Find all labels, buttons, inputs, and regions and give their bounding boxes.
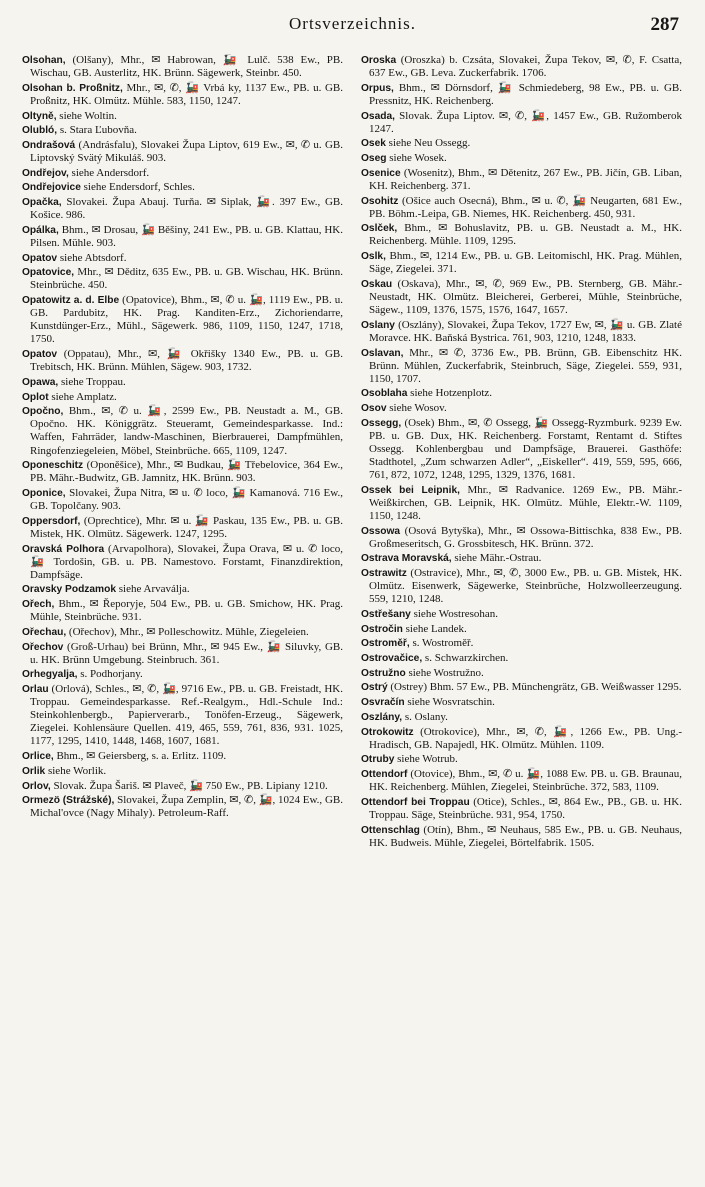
- entry-text: siehe Woltin.: [56, 109, 117, 122]
- entry-text: (Oskava), Mhr., ✉, ✆, 969 Ew., PB. Sternberg, GB. Mähr.-Neustadt, HK. Olmütz. Bleicherei, Gerberei, Mühle, Steinbrüche, Sägew., 1109, 1376, 1575, 1576, 1647, 1657.: [369, 277, 682, 317]
- entry-name: Opatovice,: [22, 267, 75, 279]
- gazetteer-entry: [22, 54, 343, 80]
- entry-name: Osek: [361, 138, 386, 150]
- entry-text: (Otrokovice), Mhr., ✉, ✆, 🚂, 1266 Ew., PB. Ung.-Hradisch, GB. Napajedl, HK. Olmütz. Mühlen. 1109.: [369, 725, 682, 751]
- right-column: [361, 54, 682, 1179]
- entry-name: Oravsky Podzamok: [22, 584, 116, 596]
- entry-name: Ostrava Moravská,: [361, 553, 452, 565]
- entry-name: Opočno,: [22, 406, 64, 418]
- entry-text: Bhm., ✉ Dörnsdorf, 🚂 Schmiedeberg, 98 Ew., PB. u. GB. Pressnitz, HK. Reichenberg.: [369, 81, 682, 107]
- entry-text: (Arvapolhora), Slovakei, Župa Orava, ✉ u. ✆ loco, 🚂 Tordošin, GB. u. PB. Namestovo. Forstamt, Finanzdirektion, Dampfsäge.: [30, 542, 343, 581]
- entry-text: siehe Worlik.: [45, 764, 107, 777]
- entry-name: Ostřešany: [361, 609, 411, 621]
- gazetteer-entry: [22, 167, 343, 180]
- entry-text: Slovakei, Župa Zemplin, ✉, ✆, 🚂, 1024 Ew., GB. Michal'ovce (Nagy Mihaly). Petroleum-Raff.: [30, 794, 343, 820]
- gazetteer-entry: [22, 181, 343, 194]
- entry-name: Oltyně,: [22, 110, 57, 122]
- gazetteer-entry: [361, 623, 682, 636]
- entry-text: siehe Wostružno.: [405, 666, 484, 679]
- entry-name: Ottendorf: [361, 769, 408, 780]
- entry-name: Olsohan b. Proßnitz,: [22, 82, 123, 94]
- entry-name: Osenice: [361, 167, 401, 179]
- entry-name: Opatowitz a. d. Elbe: [22, 295, 120, 307]
- gazetteer-entry: [361, 608, 682, 621]
- entry-name: Orhegyalja,: [22, 669, 78, 681]
- gazetteer-entry: [22, 626, 343, 639]
- entry-name: Ostročin: [361, 623, 403, 635]
- entry-text: (Orlová), Schles., ✉, ✆, 🚂, 9716 Ew., PB. u. GB. Freistadt, HK. Troppau. Gemeindesparkasse. Ref.-Realgym., Hdl.-Schule Ind.: Steinkohlenbergb., Papierverarb., Tonöfen-Erzeug., Sägewerk, Ziegelei. Kohlensäure Quellen. 419, 465, 559, 761, 836, 931. 1025, 1177, 1295, 1410, 1448, 1468, 1607, 1681.: [30, 683, 343, 748]
- entry-name: Osoblaha: [361, 388, 408, 400]
- entry-text: Mhr., ✉ Radvanice. 1269 Ew., PB. Mähr.-Weißkirchen, GB. Leipnik, HK. Olmütz. Mühle, Elektr.-W. 1109, 1150, 1248.: [369, 483, 682, 522]
- entry-name: Oszlány,: [361, 711, 403, 723]
- entry-text: siehe Wostresohan.: [410, 608, 499, 621]
- entry-text: Bhm., ✉, ✆ u. 🚂, 2599 Ew., PB. Neustadt a. M., GB. Opočno. HK. Königgrätz. Steueramt, Gemeindesparkasse. Ind.: Waffen, Fahrräder, landw-Maschinen, Bierbrauerei, Dampfmühlen, Ringofenziegeleien, Möbel, Steinbrüche. 665, 1109, 1247.: [30, 405, 343, 457]
- page-number: 287: [650, 14, 679, 35]
- entry-text: Mhr., ✉ ✆, 3736 Ew., PB. Brünn, GB. Eibenschitz HK. Brünn. Mühlen, Zuckerfabrik, Steinbruch, Säge, Ziegelei. 559, 931, 1150, 1707.: [369, 346, 682, 385]
- entry-text: siehe Endersdorf, Schles.: [80, 181, 195, 194]
- entry-text: (Otín), Bhm., ✉ Neuhaus, 585 Ew., PB. u. GB. Neuhaus, HK. Budweis. Mühle, Ziegelei, Börtelfabrik. 1505.: [369, 823, 682, 849]
- entry-text: siehe Arvaválja.: [116, 583, 190, 596]
- entry-text: siehe Abtsdorf.: [57, 251, 127, 264]
- entry-text: siehe Wosov.: [386, 402, 447, 415]
- entry-name: Orpus,: [361, 82, 394, 94]
- entry-text: Slovak. Župa Šariš. ✉ Plaveč, 🚂 750 Ew., PB. Lipiany 1210.: [50, 779, 328, 792]
- gazetteer-entry: [361, 250, 682, 276]
- entry-name: Oslček,: [361, 223, 398, 235]
- entry-text: (Osová Bytyška), Mhr., ✉ Ossowa-Bittischka, 838 Ew., PB. Großmeseritsch, G. Grossbitesch, HK. Brünn. 372.: [369, 524, 682, 550]
- entry-name: Ostrý: [361, 682, 388, 694]
- entry-name: Olsohan,: [22, 55, 66, 66]
- entry-text: Mhr., ✉, ✆, 🚂 Vrbá ky, 1137 Ew., PB. u. GB. Proßnitz, HK. Olmütz. Mühle. 583, 1150, 1247.: [30, 81, 343, 107]
- gazetteer-entry: [361, 387, 682, 400]
- entry-text: (Otice), Schles., ✉, 864 Ew., PB., GB. u. HK. Troppau. Säge, Steinbrüche. 931, 954, 1750.: [369, 795, 682, 821]
- entry-name: Ořechov: [22, 641, 64, 653]
- entry-text: siehe Andersdorf.: [68, 166, 150, 179]
- gazetteer-entry: [22, 405, 343, 457]
- entry-text: (Oszlány), Slovakei, Župa Tekov, 1727 Ew, ✉, 🚂 u. GB. Zlaté Moravce. HK. Baňská Bystrica. 761, 903, 1210, 1248, 1833.: [369, 318, 682, 344]
- entry-text: Bhm., ✉ Geiersberg, s. a. Erlitz. 1109.: [53, 750, 227, 763]
- entry-text: siehe Mähr.-Ostrau.: [451, 552, 542, 565]
- entry-name: Oslavan,: [361, 347, 404, 359]
- page-header: [0, 14, 705, 40]
- entry-name: Orlov,: [22, 780, 51, 792]
- entry-name: Ostroměř,: [361, 638, 410, 650]
- gazetteer-entry: [22, 376, 343, 389]
- gazetteer-entry: [361, 711, 682, 724]
- entry-name: Ořechau,: [22, 626, 67, 638]
- entry-name: Ondřejov,: [22, 167, 69, 179]
- entry-name: Oplot: [22, 391, 49, 403]
- gazetteer-entry: [361, 768, 682, 794]
- entry-text: (Olšany), Mhr., ✉ Habrowan, 🚂 Lulč. 538 Ew., PB. Wischau, GB. Austerlitz, HK. Brünn. Sägewerk, Steinbr. 450.: [30, 54, 343, 80]
- entry-name: Oslk,: [361, 251, 386, 263]
- entry-name: Ořech,: [22, 599, 55, 611]
- gazetteer-entry: [361, 402, 682, 415]
- gazetteer-entry: [361, 195, 682, 221]
- entry-text: Bhm., ✉ Bohuslavitz, PB. u. GB. Neustadt a. M., HK. Reichenberg. Mühle. 1109, 1295.: [369, 222, 682, 248]
- gazetteer-entry: [361, 796, 682, 822]
- entry-name: Ostrovačice,: [361, 653, 423, 665]
- entry-text: siehe Wosek.: [386, 152, 447, 165]
- entry-name: Ondrašová: [22, 139, 76, 151]
- gazetteer-entry: [22, 348, 343, 374]
- entry-text: siehe Troppau.: [58, 375, 126, 388]
- entry-text: s. Stara Ľubovňa.: [57, 124, 137, 137]
- entry-text: Slovak. Župa Liptov. ✉, ✆, 🚂, 1457 Ew., GB. Ružomberok 1247.: [369, 109, 682, 135]
- entry-name: Ondřejovice: [22, 182, 81, 194]
- gazetteer-entry: [22, 266, 343, 292]
- gazetteer-entry: [361, 137, 682, 150]
- gazetteer-entry: [361, 82, 682, 108]
- entry-name: Opálka,: [22, 224, 59, 236]
- entry-text: (Ošice auch Osecná), Bhm., ✉ u. ✆, 🚂 Neugarten, 681 Ew., PB. Böhm.-Leipa, GB. Niemes, HK. Reichenberg. 450, 931.: [369, 194, 682, 220]
- entry-name: Oponice,: [22, 488, 66, 499]
- gazetteer-entry: [22, 391, 343, 404]
- entry-name: Ossek bei Leipnik,: [361, 484, 460, 496]
- gazetteer-entry: [22, 598, 343, 624]
- gazetteer-entry: [361, 525, 682, 551]
- gazetteer-entry: [22, 110, 343, 123]
- entry-text: Mhr., ✉ Děditz, 635 Ew., PB. u. GB. Wischau, HK. Brünn. Steinbrüche. 450.: [30, 266, 343, 292]
- entry-name: Olubló,: [22, 125, 58, 137]
- entry-name: Orlik: [22, 765, 46, 777]
- entry-text: (Otovice), Bhm., ✉, ✆ u. 🚂, 1088 Ew. PB. u. GB. Braunau, HK. Reichenberg. Mühlen, Ziegelei, Steinbrüche. 372, 583, 1109.: [369, 768, 682, 794]
- entry-text: (Opatovice), Bhm., ✉, ✆ u. 🚂, 1119 Ew., PB. u. GB. Pardubitz, HK. Prag. Kanditen-Erz., Zichoriendarre, Kunstdünger-Erz., Mühl., Sägewerk. 986, 1109, 1150, 1247, 1718, 1750.: [30, 294, 343, 346]
- gazetteer-entry: [22, 487, 343, 513]
- entry-text: siehe Wotrub.: [394, 753, 458, 766]
- gazetteer-entry: [22, 583, 343, 596]
- gazetteer-entry: [22, 765, 343, 778]
- entry-name: Opawa,: [22, 376, 59, 388]
- entry-name: Osvračín: [361, 697, 405, 709]
- gazetteer-entry: [22, 750, 343, 763]
- entry-name: Osada,: [361, 110, 395, 122]
- entry-text: (Oponěšice), Mhr., ✉ Budkau, 🚂 Třebelovice, 364 Ew., PB. Mähr.-Budwitz, GB. Jamnitz, HK. Brünn. 903.: [30, 459, 343, 485]
- entry-name: Oravská Polhora: [22, 543, 105, 555]
- entry-name: Ormezö (Strážské),: [22, 795, 115, 807]
- entry-name: Oponeschitz: [22, 460, 84, 472]
- gazetteer-entry: [22, 794, 343, 820]
- entry-text: Bhm., ✉ Řeporyje, 504 Ew., PB. u. GB. Smichow, HK. Prag. Mühle, Steinbrüche. 931.: [30, 598, 343, 624]
- entry-text: (Oprechtice), Mhr. ✉ u. 🚂 Paskau, 135 Ew., PB. u. GB. Mistek, HK. Olmütz. Sägewerk. 1247, 1295.: [30, 514, 343, 540]
- entry-text: s. Podhorjany.: [77, 668, 143, 681]
- gazetteer-entry: [22, 543, 343, 582]
- columns: [22, 54, 682, 1179]
- entry-name: Ottendorf bei Troppau: [361, 796, 470, 808]
- running-title: Ortsverzeichnis.: [289, 14, 416, 33]
- gazetteer-entry: [361, 152, 682, 165]
- gazetteer-entry: [361, 222, 682, 248]
- entry-name: Osohitz: [361, 195, 399, 207]
- entry-text: (Ořechov), Mhr., ✉ Polleschowitz. Mühle, Ziegeleien.: [66, 625, 309, 638]
- entry-text: Bhm., ✉, 1214 Ew., PB. u. GB. Leitomischl, HK. Prag. Mühlen, Säge, Ziegelei. 371.: [369, 250, 682, 276]
- gazetteer-entry: [22, 780, 343, 793]
- entry-name: Ottenschlag: [361, 824, 420, 836]
- gazetteer-entry: [361, 54, 682, 80]
- gazetteer-entry: [361, 347, 682, 386]
- entry-text: siehe Hotzenplotz.: [407, 387, 493, 400]
- entry-text: (Ostrey) Bhm. 57 Ew., PB. Münchengrätz, GB. Weißwasser 1295.: [387, 681, 682, 694]
- entry-text: (Ostravice), Mhr., ✉, ✆, 3000 Ew., PB. u. GB. Mistek, HK. Olmütz. Eisenwerk, Sägewerke, Steinbrüche, Holzwolleerzeugung. 559, 1210, 1248.: [369, 567, 682, 606]
- entry-text: siehe Wosvratschin.: [404, 696, 495, 709]
- gazetteer-entry: [361, 726, 682, 752]
- gazetteer-entry: [22, 459, 343, 485]
- gazetteer-entry: [22, 224, 343, 250]
- entry-text: siehe Landek.: [402, 622, 467, 635]
- gazetteer-entry: [22, 641, 343, 667]
- gazetteer-entry: [361, 110, 682, 136]
- left-column: [22, 54, 343, 1179]
- entry-text: s. Wostroměř.: [409, 637, 474, 650]
- entry-name: Oppersdorf,: [22, 515, 81, 527]
- gazetteer-entry: [22, 252, 343, 265]
- entry-name: Ostrawitz: [361, 568, 407, 580]
- entry-text: s. Oslany.: [402, 710, 448, 723]
- gazetteer-entry: [22, 82, 343, 108]
- gazetteer-entry: [361, 167, 682, 193]
- entry-name: Ossowa: [361, 525, 401, 537]
- gazetteer-entry: [361, 319, 682, 345]
- gazetteer-entry: [22, 124, 343, 137]
- entry-text: siehe Neu Ossegg.: [385, 137, 471, 150]
- entry-name: Otruby: [361, 754, 395, 766]
- entry-name: Ossegg,: [361, 417, 402, 429]
- gazetteer-entry: [361, 667, 682, 680]
- gazetteer-entry: [361, 681, 682, 694]
- gazetteer-entry: [22, 196, 343, 222]
- entry-text: siehe Amplatz.: [48, 390, 117, 403]
- entry-text: Bhm., ✉ Drosau, 🚂 Běšiny, 241 Ew., PB. u. GB. Klattau, HK. Pilsen. Mühle. 903.: [30, 223, 343, 249]
- entry-text: (Oppatau), Mhr., ✉, 🚂 Okřišky 1340 Ew., PB. u. GB. Trebitsch, HK. Brünn. Mühlen, Sägew. 903, 1732.: [30, 348, 343, 374]
- entry-text: (Oroszka) b. Czsáta, Slovakei, Župa Tekov, ✉, ✆, F. Csatta, 637 Ew., GB. Leva. Zuckerfabrik. 1706.: [369, 54, 682, 80]
- entry-name: Oroska: [361, 55, 397, 66]
- entry-text: (Andrásfalu), Slovakei Župa Liptov, 619 Ew., ✉, ✆ u. GB. Liptovský Svätý Mikuláš. 903.: [30, 138, 343, 165]
- gazetteer-entry: [22, 294, 343, 346]
- gazetteer-entry: [361, 652, 682, 665]
- gazetteer-entry: [22, 668, 343, 681]
- gazetteer-entry: [361, 417, 682, 482]
- entry-text: s. Schwarzkirchen.: [422, 652, 509, 665]
- gazetteer-entry: [361, 637, 682, 650]
- entry-name: Ostružno: [361, 667, 406, 679]
- gazetteer-entry: [22, 139, 343, 165]
- entry-name: Opatov: [22, 252, 58, 264]
- gazetteer-entry: [361, 824, 682, 850]
- gazetteer-entry: [361, 552, 682, 565]
- entry-name: Opatov: [22, 349, 58, 361]
- entry-name: Oskau: [361, 278, 393, 290]
- entry-text: (Wosenitz), Bhm., ✉ Dětenitz, 267 Ew., PB. Jičín, GB. Liban, KH. Reichenberg. 371.: [369, 166, 682, 192]
- gazetteer-entry: [361, 696, 682, 709]
- gazetteer-entry: [361, 484, 682, 523]
- entry-name: Otrokowitz: [361, 726, 414, 738]
- gazetteer-entry: [361, 753, 682, 766]
- entry-name: Orlau: [22, 684, 49, 696]
- entry-text: (Osek) Bhm., ✉, ✆ Ossegg, 🚂 Ossegg-Ryzmburk. 9239 Ew. PB. u. GB. Dux, HK. Reichenberg. Forstamt, Rentamt d. Stiftes Ossegg. Kohlenbergbau und Dampfsäge, Brauerei. Gasthöfe: Stadthotel, „Zum schwarzen Adler“, „Eiskeller“. 419, 559, 595, 666, 761, 872, 1072, 1248, 1295, 1329, 1376, 1681.: [369, 416, 682, 482]
- entry-text: Slovakei, Župa Nitra, ✉ u. ✆ loco, 🚂 Kamanová. 716 Ew., GB. Topolčany. 903.: [30, 487, 343, 513]
- entry-name: Opačka,: [22, 197, 62, 209]
- entry-text: Slovakei. Župa Abauj. Turňa. ✉ Siplak, 🚂. 397 Ew., GB. Košice. 986.: [30, 196, 343, 222]
- gazetteer-entry: [361, 567, 682, 606]
- gazetteer-entry: [22, 683, 343, 748]
- entry-name: Orlice,: [22, 751, 54, 763]
- entry-name: Osov: [361, 403, 387, 415]
- gazetteer-entry: [361, 278, 682, 317]
- gazetteer-entry: [22, 515, 343, 541]
- entry-name: Oseg: [361, 153, 387, 165]
- entry-name: Oslany: [361, 319, 395, 331]
- entry-text: (Groß-Urhau) bei Brünn, Mhr., ✉ 945 Ew., 🚂 Siluvky, GB. u. HK. Brünn Umgebung. Steinbruch. 361.: [30, 640, 343, 666]
